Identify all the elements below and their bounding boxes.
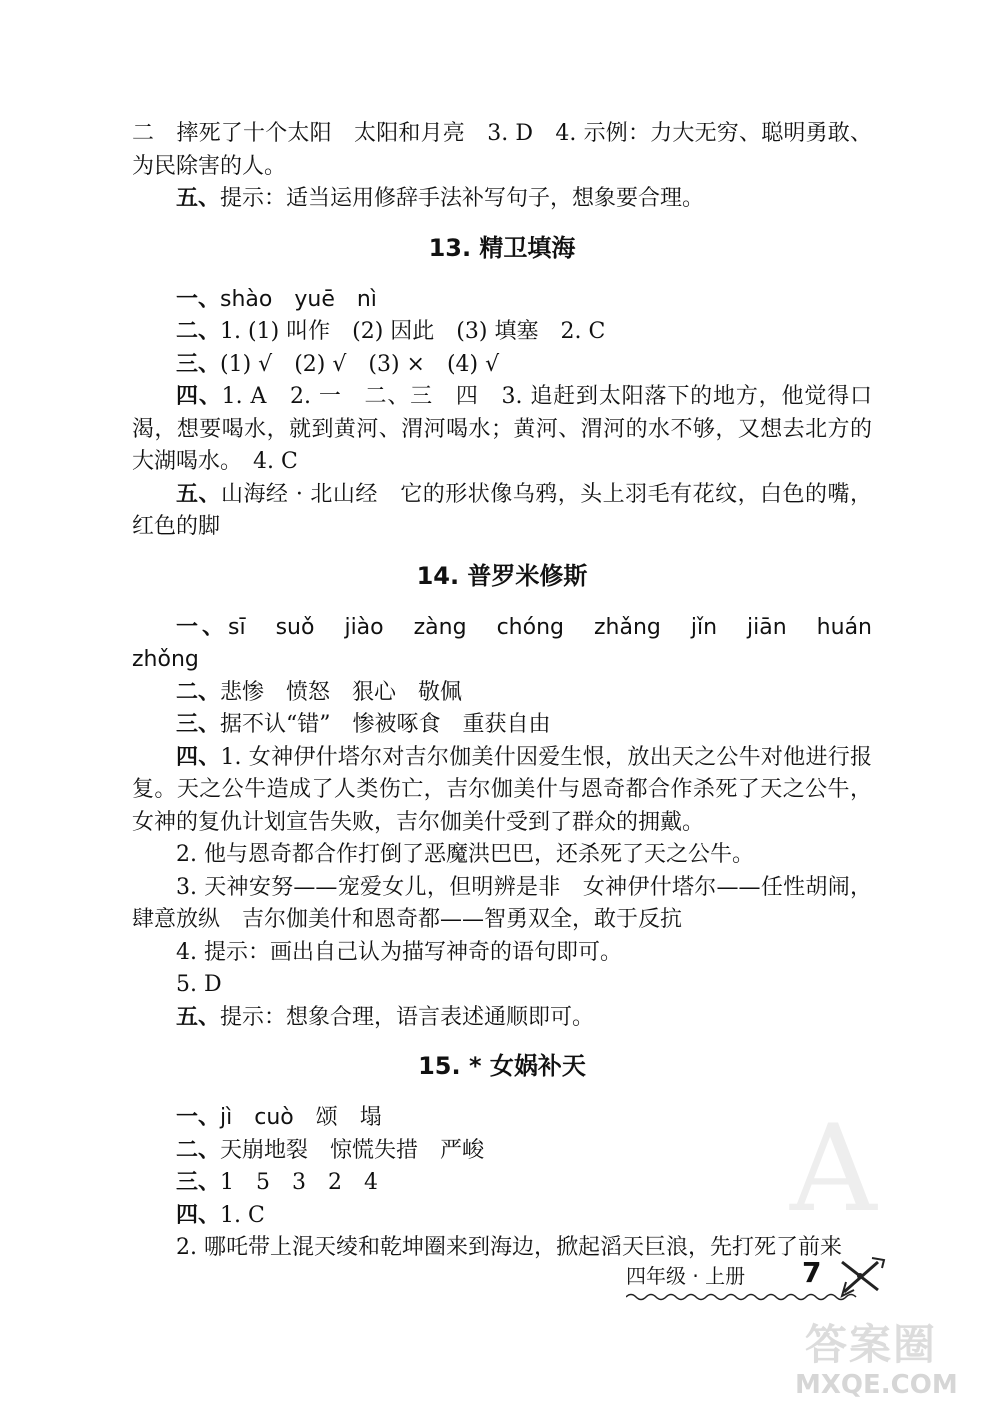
row-text: (1) √ (2) √ (3) × (4) √ <box>220 351 500 377</box>
row-label: 一、 <box>176 286 221 312</box>
section-title: 13. 精卫填海 <box>428 233 576 262</box>
row-text: 1. 女神伊什塔尔对吉尔伽美什因爱生恨，放出天之公牛对他进行报复。天之公牛造成了人类伤亡，吉尔伽美什与恩奇都合作杀死了天之公牛，女神的复仇计划宣告失败，吉尔伽美什受到了群众的拥戴。 <box>132 744 872 835</box>
row-text: 天崩地裂 惊慌失措 严峻 <box>220 1137 485 1163</box>
row-label: 一、 <box>176 1105 221 1130</box>
answer-row <box>132 1200 872 1233</box>
continued-answer-line: 二 摔死了十个太阳 太阳和月亮 3. D 4. 示例：力大无穷、聪明勇敢、为民除害的人。 <box>132 121 872 179</box>
row-label: 三、 <box>176 712 221 737</box>
row-label: 二、 <box>176 679 221 705</box>
watermark-logo-text: 答案圈 <box>805 1320 938 1369</box>
row-text: sī suǒ jiào zàng chóng zhǎng jǐn jiān huán zhǒng <box>132 614 895 672</box>
answer-row <box>132 1002 872 1035</box>
row-label: 五、 <box>176 1004 221 1030</box>
row-text: 提示：想象合理，语言表述通顺即可。 <box>220 1004 595 1030</box>
pencil-cross-icon <box>838 1256 886 1298</box>
row-text: jì cuò 颂 塌 <box>220 1105 382 1130</box>
answer-row <box>132 1102 872 1135</box>
row-label: 四、 <box>176 744 221 770</box>
grade-label: 四年级 · 上册 <box>626 1264 746 1288</box>
row-label: 四、 <box>176 1202 221 1228</box>
page-number: 7 <box>802 1256 822 1289</box>
row-label: 二、 <box>176 1137 221 1163</box>
row-label: 五、 <box>176 186 221 211</box>
answer-row <box>132 937 872 970</box>
row-text: 1. C <box>220 1202 265 1228</box>
answer-row <box>132 612 895 677</box>
section-title: 14. 普罗米修斯 <box>416 561 588 590</box>
answer-row <box>132 839 872 872</box>
section-title: 15. * 女娲补天 <box>418 1052 586 1080</box>
wavy-underline-icon <box>626 1292 858 1302</box>
row-text: 5. D <box>176 972 222 997</box>
page-footer <box>626 1256 896 1306</box>
row-text: shào yuē nì <box>220 286 377 312</box>
row-label: 二、 <box>176 319 221 344</box>
answer-row <box>132 709 872 742</box>
row-text: 提示：适当运用修辞手法补写句子，想象要合理。 <box>220 186 705 211</box>
row-label: 五、 <box>176 481 221 507</box>
row-label: 一、 <box>176 614 229 640</box>
answer-row <box>132 381 872 479</box>
answer-row <box>132 316 872 349</box>
row-text: 1. (1) 叫作 (2) 因此 (3) 填塞 2. C <box>220 319 606 344</box>
background-letter: A <box>790 1100 877 1239</box>
row-text: 4. 提示：画出自己认为描写神奇的语句即可。 <box>176 939 622 965</box>
answer-row <box>132 349 872 382</box>
answer-row <box>132 872 872 937</box>
row-label: 三、 <box>176 351 221 377</box>
row-text: 1. A 2. 一 二、三 四 3. 追赶到太阳落下的地方，他觉得口渴，想要喝水，就到黄河、渭河喝水；黄河、渭河的水不够，又想去北方的大湖喝水。 4. C <box>132 384 872 474</box>
row-text: 悲惨 愤怒 狠心 敬佩 <box>220 679 463 705</box>
row-label: 三、 <box>176 1170 221 1195</box>
answer-content <box>132 118 895 1265</box>
answer-row <box>132 969 872 1002</box>
watermark <box>795 1312 995 1412</box>
answer-row <box>132 284 872 317</box>
row-text: 1 5 3 2 4 <box>220 1170 379 1195</box>
watermark-url: MXQE.COM <box>795 1370 958 1400</box>
answer-row <box>132 183 872 216</box>
answer-row <box>132 479 872 544</box>
row-label: 四、 <box>176 384 222 409</box>
row-text: 山海经 · 北山经 它的形状像乌鸦，头上羽毛有花纹，白色的嘴，红色的脚 <box>132 481 872 539</box>
answer-row <box>132 1167 872 1200</box>
row-text: 2. 他与恩奇都合作打倒了恶魔洪巴巴，还杀死了天之公牛。 <box>176 842 754 867</box>
answer-row <box>132 1135 872 1168</box>
answer-row <box>132 677 872 710</box>
row-text: 3. 天神安努——宠爱女儿，但明辨是非 女神伊什塔尔——任性胡闹，肆意放纵 吉尔伽美什和恩奇都——智勇双全，敢于反抗 <box>132 874 872 932</box>
answer-row <box>132 742 872 840</box>
row-text: 据不认“错” 惨被啄食 重获自由 <box>220 712 551 737</box>
row-text: 2. 哪吒带上混天绫和乾坤圈来到海边，掀起滔天巨浪，先打死了前来 <box>176 1235 842 1260</box>
